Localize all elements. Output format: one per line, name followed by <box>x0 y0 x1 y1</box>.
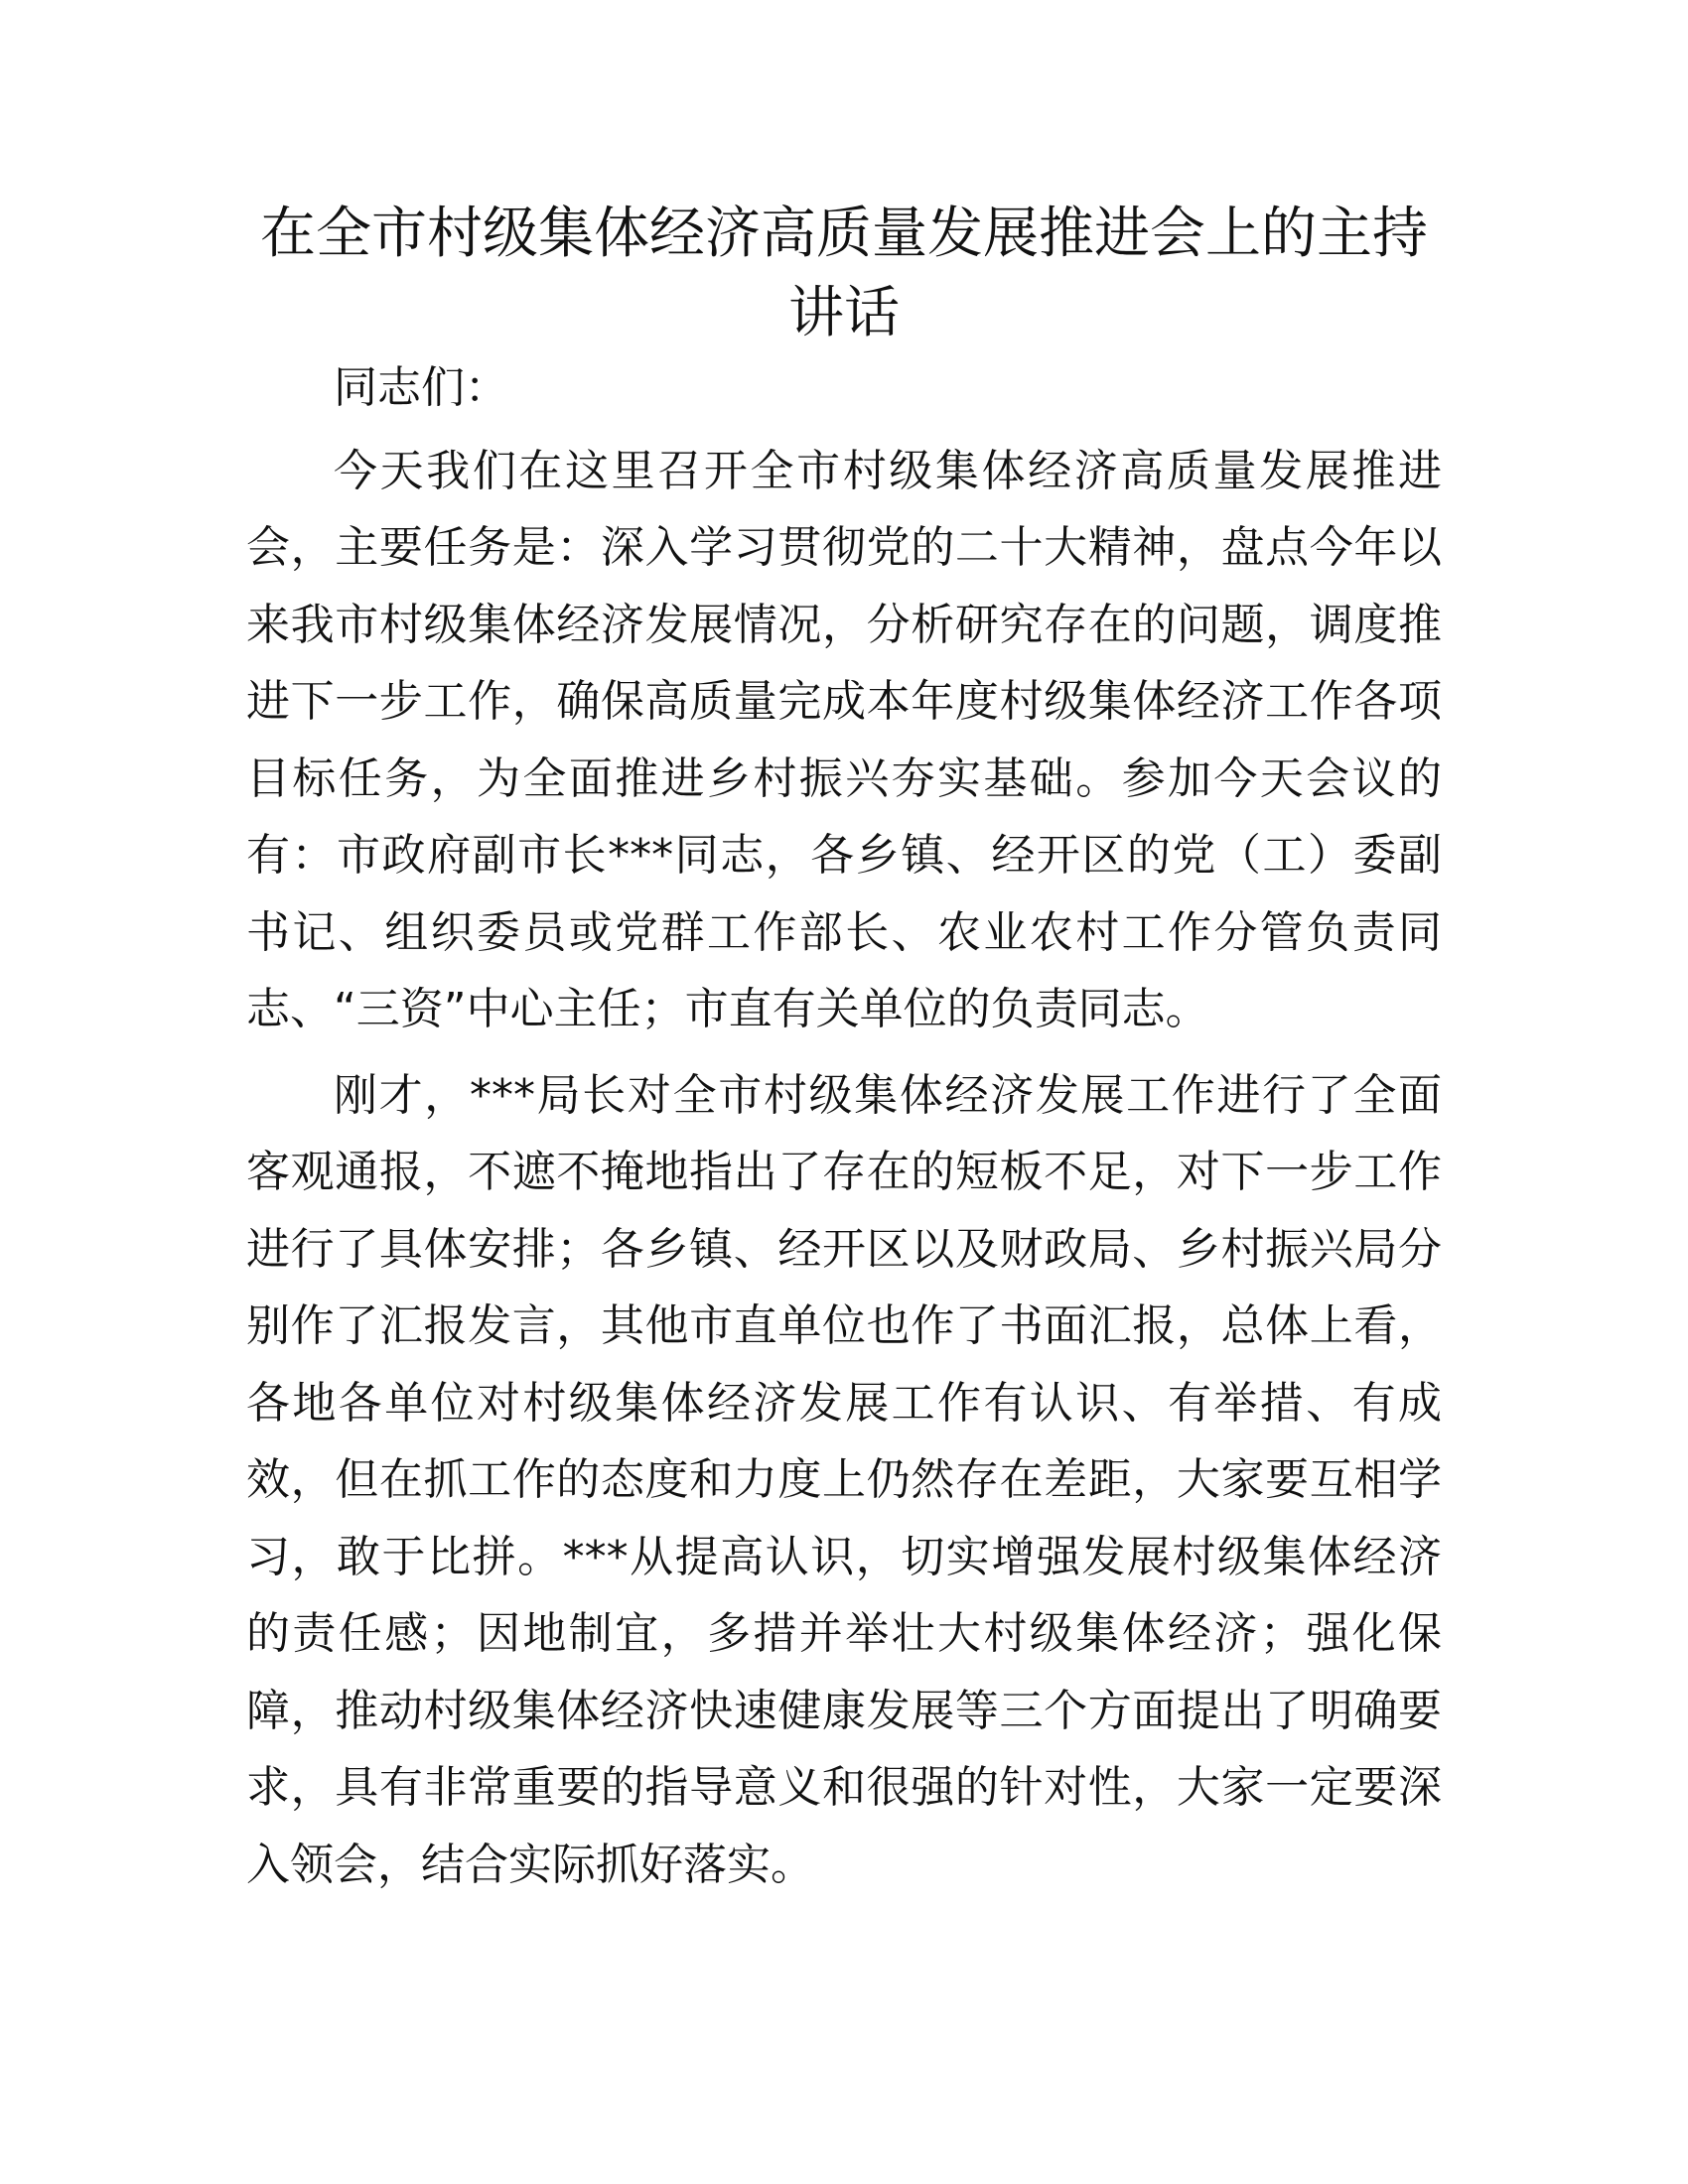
document-body <box>246 349 1442 1912</box>
paragraph-summary: 刚才，***局长对全市村级集体经济发展工作进行了全面客观通报，不遮不掩地指出了存在的短板不足，对下一步工作进行了具体安排；各乡镇、经开区以及财政局、乡村振兴局分别作了汇报发言，其他市直单位也作了书面汇报，总体上看，各地各单位对村级集体经济发展工作有认识、有举措、有成效，但在抓工作的态度和力度上仍然存在差距，大家要互相学习，敢于比拼。***从提高认识，切实增强发展村级集体经济的责任感；因地制宜，多措并举壮大村级集体经济；强化保障，推动村级集体经济快速健康发展等三个方面提出了明确要求，具有非常重要的指导意义和很强的针对性，大家一定要深入领会，结合实际抓好落实。 <box>246 1069 1442 1890</box>
paragraph-opening: 今天我们在这里召开全市村级集体经济高质量发展推进会，主要任务是：深入学习贯彻党的二十大精神，盘点今年以来我市村级集体经济发展情况，分析研究存在的问题，调度推进下一步工作，确保高质量完成本年度村级集体经济工作各项目标任务，为全面推进乡村振兴夯实基础。参加今天会议的有：市政府副市长***同志，各乡镇、经开区的党（工）委副书记、组织委员或党群工作部长、农业农村工作分管负责同志、“三资”中心主任；市直有关单位的负责同志。 <box>246 445 1442 1034</box>
document-title: 在全市村级集体经济高质量发展推进会上的主持讲话 <box>260 202 1428 345</box>
salutation: 同志们： <box>334 362 508 413</box>
